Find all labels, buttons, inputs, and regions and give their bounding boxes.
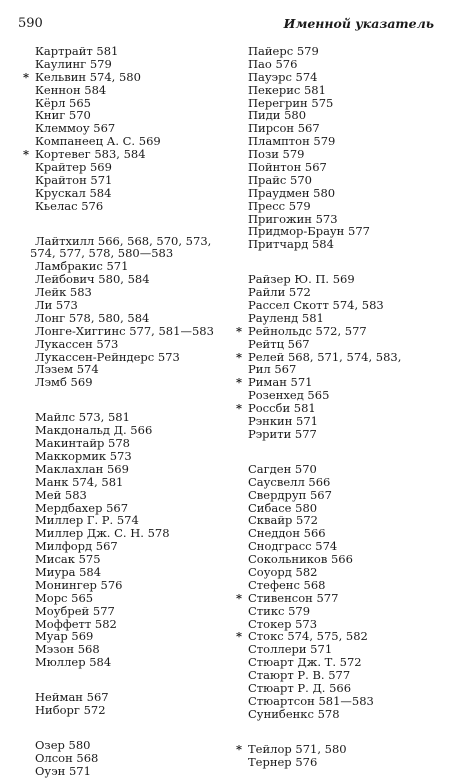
index-entry-text: Пойнтон 567 <box>248 160 327 175</box>
index-entry-text: Клеммоу 567 <box>35 121 116 136</box>
index-entry-text: Крайтон 571 <box>35 172 113 187</box>
index-entry-text: Пирсон 567 <box>248 121 320 136</box>
group-separator <box>20 717 235 739</box>
index-letter-group <box>20 235 235 390</box>
index-entry-text: Свердруп 567 <box>248 487 332 502</box>
index-entry-text: Лайтхилл 566, 568, 570, 573, <box>35 233 212 248</box>
index-entry-text: Саусвелл 566 <box>248 474 331 489</box>
index-entry-text: Крускал 584 <box>35 185 112 200</box>
index-entry-text: Стокс 574, 575, 582 <box>248 629 368 644</box>
index-entry-text: Рил 567 <box>248 362 297 377</box>
index-entry-text: Притчард 584 <box>248 237 334 252</box>
index-entry-text: Стикс 579 <box>248 603 311 618</box>
index-entry-text: Кельвин 574, 580 <box>35 69 141 84</box>
index-entry-text: Маккормик 573 <box>35 448 132 463</box>
index-entry-text: Сокольников 566 <box>248 552 353 567</box>
index-entry-text: Рауленд 581 <box>248 310 324 325</box>
index-entry-text: Лэзем 574 <box>35 362 99 377</box>
index-entry <box>20 376 235 389</box>
index-entry-text: Майлс 573, 581 <box>35 410 130 425</box>
index-entry-text: Мисак 575 <box>35 552 101 567</box>
index-entry-text: Лонг 578, 580, 584 <box>35 310 150 325</box>
index-entry-text: Риман 571 <box>248 375 313 390</box>
page-number: 590 <box>18 16 43 31</box>
index-entry-text: Пауэрс 574 <box>248 69 318 84</box>
index-entry-text: Розенхед 565 <box>248 388 330 403</box>
index-entry-text: Муар 569 <box>35 629 94 644</box>
index-entry-text: Пламптон 579 <box>248 134 336 149</box>
index-entry-text: Стефенс 568 <box>248 577 326 592</box>
index-entry-text: Озер 580 <box>35 737 91 752</box>
right-column <box>233 45 448 768</box>
index-entry-text: Сибасе 580 <box>248 500 318 515</box>
asterisk-marker: * <box>235 590 242 605</box>
index-letter-group <box>20 691 235 717</box>
index-entry-text: Ли 573 <box>35 298 78 313</box>
index-letter-group <box>233 45 448 251</box>
page-header <box>0 10 456 30</box>
index-entry-text: Прайс 570 <box>248 172 312 187</box>
index-entry-text: Ламбракис 571 <box>35 259 129 274</box>
index-entry-text: Стаюрт Р. В. 577 <box>248 668 351 683</box>
index-entry-text: Россби 581 <box>248 401 316 416</box>
index-entry-text: Мэзон 568 <box>35 642 100 657</box>
index-entry-text: Каулинг 579 <box>35 56 112 71</box>
index-entry <box>233 428 448 441</box>
index-letter-group <box>20 411 235 669</box>
index-entry-text: Картрайт 581 <box>35 44 119 58</box>
index-entry-text: Лейбович 580, 584 <box>35 272 150 287</box>
index-entry-text: Компанеец А. С. 569 <box>35 134 161 149</box>
index-entry-text: Олсон 568 <box>35 750 99 765</box>
index-entry-text: Лейк 583 <box>35 285 92 300</box>
index-entry-text: Пайерс 579 <box>248 44 319 58</box>
index-entry-text: Лонге-Хиггинс 577, 581—583 <box>35 323 214 338</box>
index-entry-text: Лэмб 569 <box>35 375 93 390</box>
index-entry-text: Миура 584 <box>35 564 102 579</box>
index-letter-group <box>233 273 448 441</box>
group-separator <box>233 251 448 273</box>
index-entry-text: Морс 565 <box>35 590 94 605</box>
asterisk-marker: * <box>235 629 242 644</box>
asterisk-marker: * <box>235 741 242 756</box>
index-entry-text: Милфорд 567 <box>35 539 118 554</box>
index-entry-text: Моубрей 577 <box>35 603 115 618</box>
index-entry-text: Нейман 567 <box>35 690 109 705</box>
index-entry-text: Миллер Дж. С. Н. 578 <box>35 526 170 541</box>
index-entry-text: Сквайр 572 <box>248 513 318 528</box>
asterisk-marker: * <box>235 375 242 390</box>
index-entry-text: Соуорд 582 <box>248 564 318 579</box>
index-entry <box>20 765 235 778</box>
index-entry-text: Кёрл 565 <box>35 95 91 110</box>
asterisk-marker: * <box>22 147 29 162</box>
group-separator <box>20 213 235 235</box>
index-entry <box>233 238 448 251</box>
index-entry-text: Столлери 571 <box>248 642 333 657</box>
index-entry-text: Рейнольдс 572, 577 <box>248 323 367 338</box>
index-entry-text: Крайтер 569 <box>35 160 112 175</box>
index-entry-text: Праудмен 580 <box>248 185 336 200</box>
index-letter-group <box>20 45 235 213</box>
index-entry-text: Маклахлан 569 <box>35 461 129 476</box>
index-entry <box>233 708 448 721</box>
index-entry-text: Кьелас 576 <box>35 198 104 213</box>
running-title: Именной указатель <box>283 16 434 31</box>
asterisk-marker: * <box>235 323 242 338</box>
asterisk-marker: * <box>235 349 242 364</box>
index-entry-text: Сагден 570 <box>248 461 317 476</box>
index-entry-text: Снеддон 566 <box>248 526 326 541</box>
index-entry-text: Рэнкин 571 <box>248 414 318 429</box>
index-entry-text: Монингер 576 <box>35 577 123 592</box>
index-entry-text: Релей 568, 571, 574, 583, <box>248 349 402 364</box>
index-letter-group <box>233 743 448 769</box>
group-separator <box>233 441 448 463</box>
index-entry-text: Ниборг 572 <box>35 702 106 717</box>
index-entry-text: Мюллер 584 <box>35 655 112 670</box>
index-entry-text: Перегрин 575 <box>248 95 334 110</box>
index-entry-text: Рассел Скотт 574, 583 <box>248 298 384 313</box>
index-entry-text: 574, 577, 578, 580—583 <box>30 246 174 261</box>
index-entry-text: Моффетт 582 <box>35 616 117 631</box>
index-letter-group <box>233 463 448 721</box>
index-entry-text: Кеннон 584 <box>35 82 107 97</box>
index-entry-text: Книг 570 <box>35 108 91 123</box>
index-entry-text: Пози 579 <box>248 147 305 162</box>
index-entry-text: Пекерис 581 <box>248 82 326 97</box>
asterisk-marker: * <box>235 401 242 416</box>
index-entry-text: Стивенсон 577 <box>248 590 339 605</box>
index-entry-text: Сунибенкс 578 <box>248 706 340 721</box>
index-entry-text: Макинтайр 578 <box>35 436 130 451</box>
index-entry-text: Стюарт Дж. Т. 572 <box>248 655 362 670</box>
index-entry-text: Пресс 579 <box>248 198 311 213</box>
index-entry-text: Кортевег 583, 584 <box>35 147 146 162</box>
index-entry-text: Стюарт Р. Д. 566 <box>248 680 352 695</box>
index-entry-text: Пиди 580 <box>248 108 307 123</box>
index-entry-text: Стокер 573 <box>248 616 318 631</box>
left-column <box>20 45 235 778</box>
index-entry <box>233 756 448 769</box>
index-entry-text: Райзер Ю. П. 569 <box>248 272 355 287</box>
index-entry-text: Стюартсон 581—583 <box>248 693 374 708</box>
index-entry-text: Рэрити 577 <box>248 426 317 441</box>
index-entry-text: Тейлор 571, 580 <box>248 741 347 756</box>
index-entry-text: Пригожин 573 <box>248 211 338 226</box>
group-separator <box>20 389 235 411</box>
asterisk-marker: * <box>22 69 29 84</box>
index-entry-text: Снодграсс 574 <box>248 539 338 554</box>
index-entry-text: Макдональд Д. 566 <box>35 423 153 438</box>
index-entry <box>20 704 235 717</box>
index-entry-text: Манк 574, 581 <box>35 474 124 489</box>
index-entry-text: Райли 572 <box>248 285 311 300</box>
index-entry-text: Лукассен-Рейндерс 573 <box>35 349 180 364</box>
index-entry-text: Лукассен 573 <box>35 336 119 351</box>
index-entry-text: Пао 576 <box>248 56 298 71</box>
index-entry-text: Тернер 576 <box>248 754 318 769</box>
index-entry <box>20 656 235 669</box>
index-letter-group <box>20 739 235 778</box>
index-entry-text: Мей 583 <box>35 487 87 502</box>
index-entry-text: Оуэн 571 <box>35 763 91 778</box>
index-entry <box>20 200 235 213</box>
index-entry-text: Рейтц 567 <box>248 336 310 351</box>
group-separator <box>20 669 235 691</box>
index-entry-text: Придмор-Браун 577 <box>248 224 370 239</box>
index-entry-text: Мердбахер 567 <box>35 500 129 515</box>
index-entry-text: Миллер Г. Р. 574 <box>35 513 139 528</box>
